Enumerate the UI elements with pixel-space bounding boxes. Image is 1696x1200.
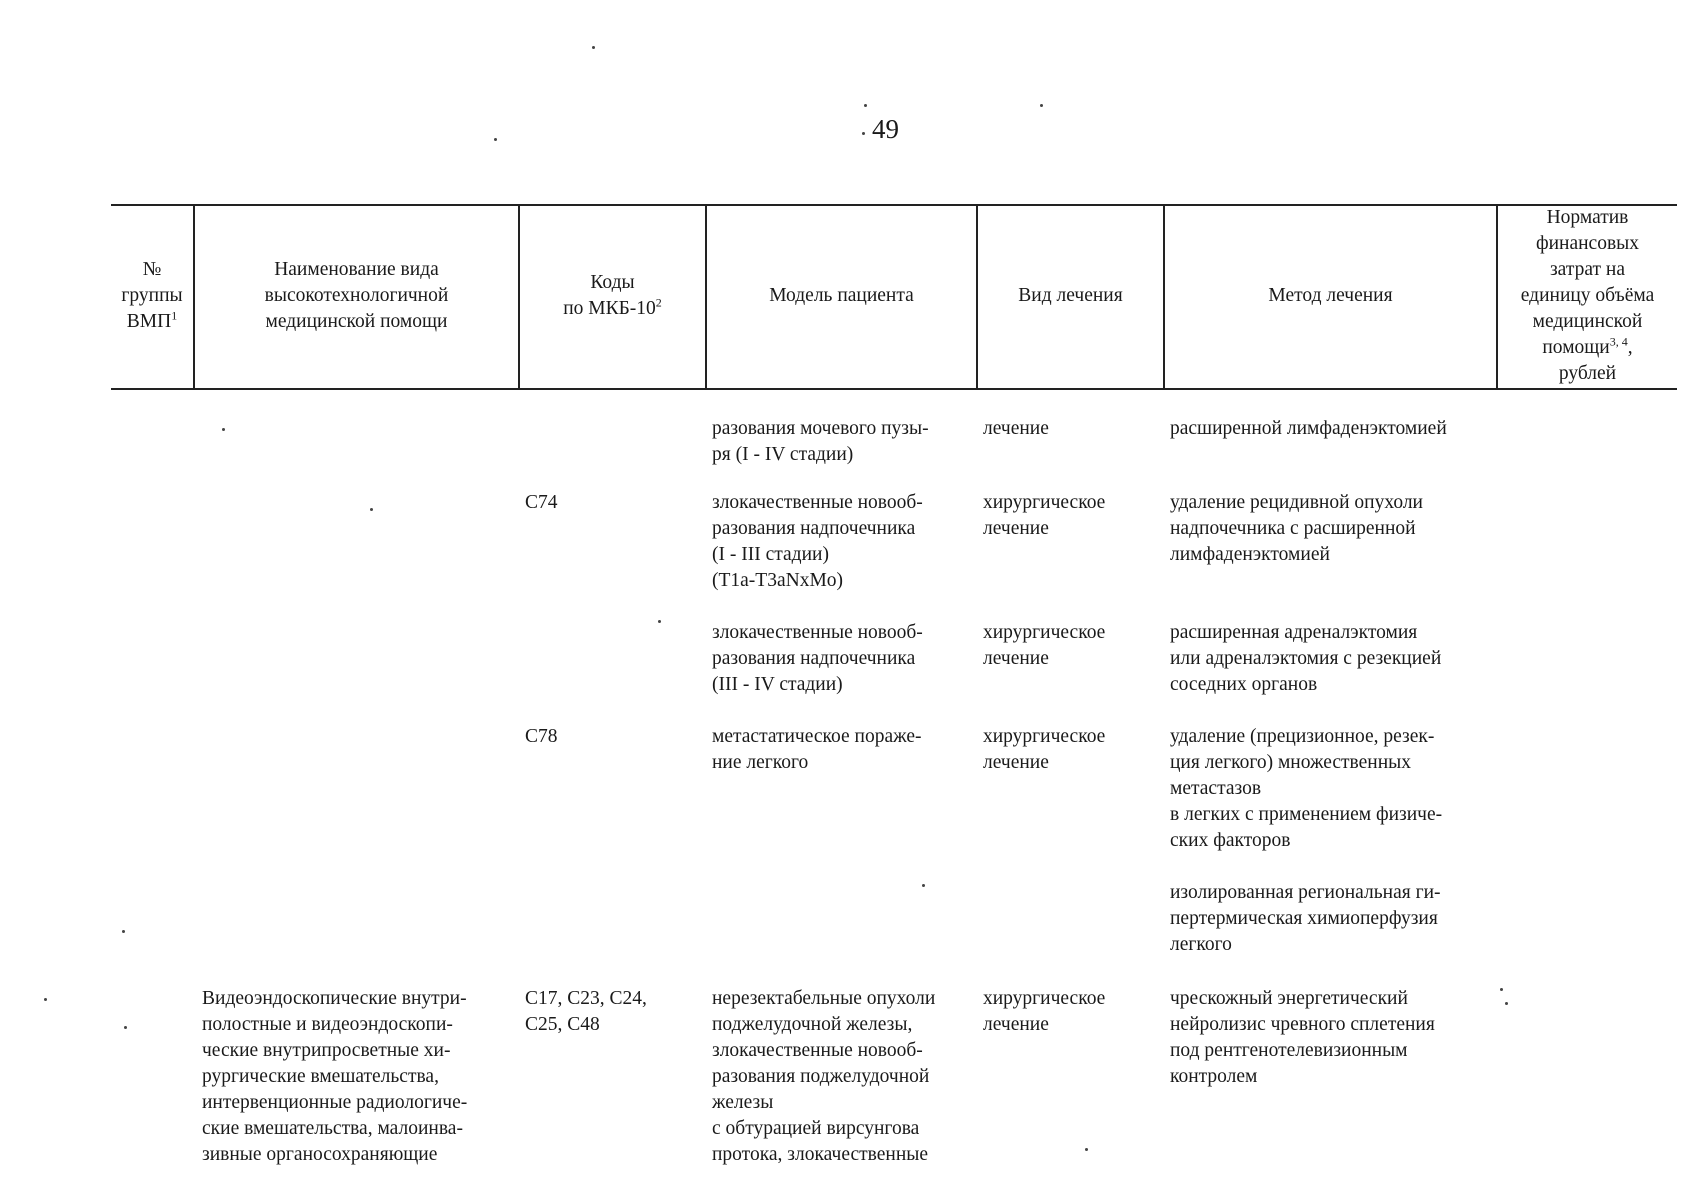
treatment-method-cell: чрескожный энергетический нейролизис чревного сплетения под рентгенотелевизионным контролем	[1170, 988, 1435, 1087]
patient-model-cell: злокачественные новооб- разования надпочечника (III - IV стадии)	[712, 622, 923, 695]
icd-codes-cell: C74	[525, 492, 558, 513]
icd-codes-cell: C17, C23, C24, C25, C48	[525, 988, 647, 1035]
scan-speck	[658, 620, 661, 623]
treatment-type-cell: хирургическое лечение	[983, 988, 1106, 1035]
patient-model-cell: нерезектабельные опухоли поджелудочной железы, злокачественные новооб- разования поджелудочной железы с обтурацией вирсунгова протока, злокачественные	[712, 988, 936, 1165]
treatment-method-cell: расширенная адреналэктомия или адреналэктомия с резекцией соседних органов	[1170, 622, 1442, 695]
scan-speck	[1085, 1148, 1088, 1151]
scan-speck	[44, 998, 47, 1001]
treatment-method-cell: удаление (прецизионное, резек- ция легкого) множественных метастазов в легких с применением физиче- ских факторов	[1170, 726, 1443, 851]
treatment-method-cell: расширенной лимфаденэктомией	[1170, 418, 1447, 439]
scan-speck	[1040, 104, 1043, 107]
header-treatment-method: Метод лечения	[1268, 285, 1393, 306]
treatment-type-cell: хирургическое лечение	[983, 492, 1106, 539]
scan-speck	[864, 104, 867, 107]
scan-speck	[124, 1026, 127, 1029]
scan-speck	[494, 138, 497, 141]
page-number-text: 49	[872, 114, 899, 144]
treatment-type-cell: хирургическое лечение	[983, 726, 1106, 773]
header-bottom-rule	[111, 388, 1677, 390]
treatment-method-cell: удаление рецидивной опухоли надпочечника с расширенной лимфаденэктомией	[1170, 492, 1423, 565]
header-treatment-type: Вид лечения	[1018, 285, 1123, 306]
scan-speck	[1500, 988, 1503, 991]
header-group-number: № группы ВМП$^1$	[121, 259, 183, 332]
header-patient-model: Модель пациента	[769, 285, 914, 306]
scan-speck	[862, 132, 865, 135]
header-financial-norm: Норматив финансовых затрат на единицу объёма медицинской помощи$^{3, 4}$, рублей	[1520, 207, 1655, 384]
care-type-name-cell: Видеоэндоскопические внутри- полостные и видеоэндоскопи- ческие внутрипросветные хи- рургические вмешательства, интервенционные радиологиче- ские вмешательства, малоинва- зивные органосохраняющие	[202, 988, 468, 1165]
treatment-type-cell: хирургическое лечение	[983, 622, 1106, 669]
scan-speck	[1505, 1002, 1508, 1005]
treatment-method-cell: изолированная региональная ги- пертермическая химиоперфузия легкого	[1170, 882, 1441, 955]
patient-model-cell: разования мочевого пузы- ря (I - IV стадии)	[712, 418, 929, 465]
treatment-type-cell: лечение	[983, 418, 1049, 439]
scan-speck	[122, 930, 125, 933]
patient-model-cell: метастатическое пораже- ние легкого	[712, 726, 922, 773]
patient-model-cell: злокачественные новооб- разования надпочечника (I - III стадии) (T1a-T3aNxMo)	[712, 492, 923, 591]
scan-speck	[922, 884, 925, 887]
scan-speck	[222, 428, 225, 431]
scan-speck	[592, 46, 595, 49]
header-icd-codes: Коды по МКБ-$10^2$	[563, 272, 662, 319]
scan-speck	[370, 508, 373, 511]
page-number	[872, 114, 899, 144]
icd-codes-cell: C78	[525, 726, 558, 747]
header-care-type-name: Наименование вида высокотехнологичной медицинской помощи	[264, 259, 449, 332]
